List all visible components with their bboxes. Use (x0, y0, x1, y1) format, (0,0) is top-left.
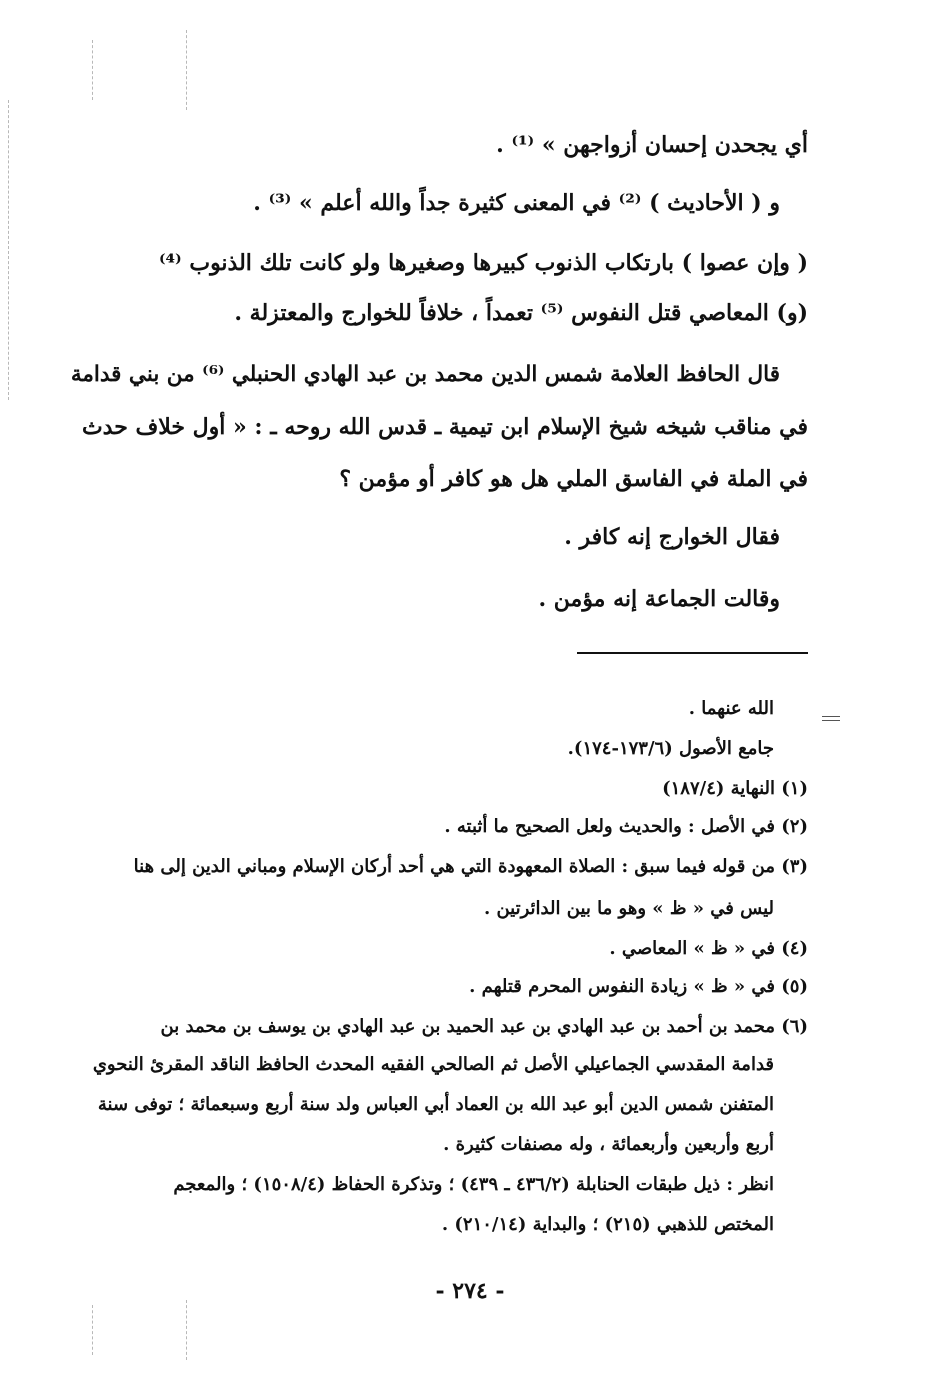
main-text-line: وقالت الجماعة إنه مؤمن . (538, 586, 780, 612)
main-text-line: قال الحافظ العلامة شمس الدين محمد بن عبد الهادي الحنبلي ⁽⁶⁾ من بني قدامة (70, 362, 780, 387)
footnote-6-reference: انظر : ذيل طبقات الحنابلة (٤٣٦/٢ ـ ٤٣٩) ؛ وتذكرة الحفاظ (١٥٠٨/٤) ؛ والمعجم (173, 1174, 774, 1195)
footnote-line: الله عنهما . (688, 698, 774, 719)
footnote-6-reference: المختص للذهبي (٢١٥) ؛ والبداية (٢١٠/١٤) . (441, 1214, 774, 1235)
footnote-6-continued: المتفنن شمس الدين أبو عبد الله بن العماد أبي العباس ولد سنة أربع وسبعمائة ؛ توفى سنة (97, 1094, 774, 1115)
footnote-6-continued: قدامة المقدسي الجماعيلي الأصل ثم الصالحي الفقيه المحدث الحافظ الناقد المقرئ النحوي (92, 1054, 774, 1075)
footnote-4: (٤) في « ظ » المعاصي . (609, 938, 808, 959)
main-text-line: (و) المعاصي قتل النفوس ⁽⁵⁾ تعمداً ، خلافاً للخوارج والمعتزلة . (234, 300, 808, 326)
main-text-line: ( وإن عصوا ) بارتكاب الذنوب كبيرها وصغيرها ولو كانت تلك الذنوب ⁽⁴⁾ (158, 250, 808, 276)
footnote-5: (٥) في « ظ » زيادة النفوس المحرم قتلهم . (469, 976, 808, 997)
scan-guide-mark (92, 40, 94, 100)
main-text-line: و ( الأحاديث ) ⁽²⁾ في المعنى كثيرة جداً والله أعلم » ⁽³⁾ . (253, 190, 780, 216)
footnote-6-continued: أربع وأربعين وأربعمائة ، وله مصنفات كثيرة . (443, 1134, 774, 1155)
main-text-line: أي يجحدن إحسان أزواجهن » ⁽¹⁾ . (496, 132, 808, 158)
footnote-1: (١) النهاية (١٨٧/٤) (662, 778, 808, 799)
main-text-line: في مناقب شيخه شيخ الإسلام ابن تيمية ـ قدس الله روحه ـ : « أول خلاف حدث (81, 414, 808, 440)
footnote-3-continued: ليس في « ظ » وهو ما بين الدائرتين . (483, 898, 774, 919)
footnote-3: (٣) من قوله فيما سبق : الصلاة المعهودة التي هي أحد أركان الإسلام ومباني الدين إلى هنا (133, 856, 808, 877)
main-text-line: فقال الخوارج إنه كافر . (564, 524, 780, 550)
scan-guide-mark (186, 1300, 188, 1360)
page-number: - ٢٧٤ - (435, 1278, 505, 1304)
margin-mark (822, 720, 840, 721)
scan-guide-mark (186, 30, 188, 110)
footnote-line: جامع الأصول (١٧٣/٦-١٧٤). (567, 738, 774, 759)
footnote-separator (577, 652, 808, 654)
scan-guide-mark (92, 1305, 94, 1355)
footnote-6: (٦) محمد بن أحمد بن عبد الهادي بن عبد الحميد بن عبد الهادي بن يوسف بن محمد بن (160, 1016, 808, 1037)
scan-guide-mark (8, 100, 10, 400)
main-text-line: في الملة في الفاسق الملي هل هو كافر أو مؤمن ؟ (339, 466, 808, 492)
margin-mark (822, 716, 840, 717)
footnote-2: (٢) في الأصل : والحديث ولعل الصحيح ما أثبته . (444, 816, 808, 837)
